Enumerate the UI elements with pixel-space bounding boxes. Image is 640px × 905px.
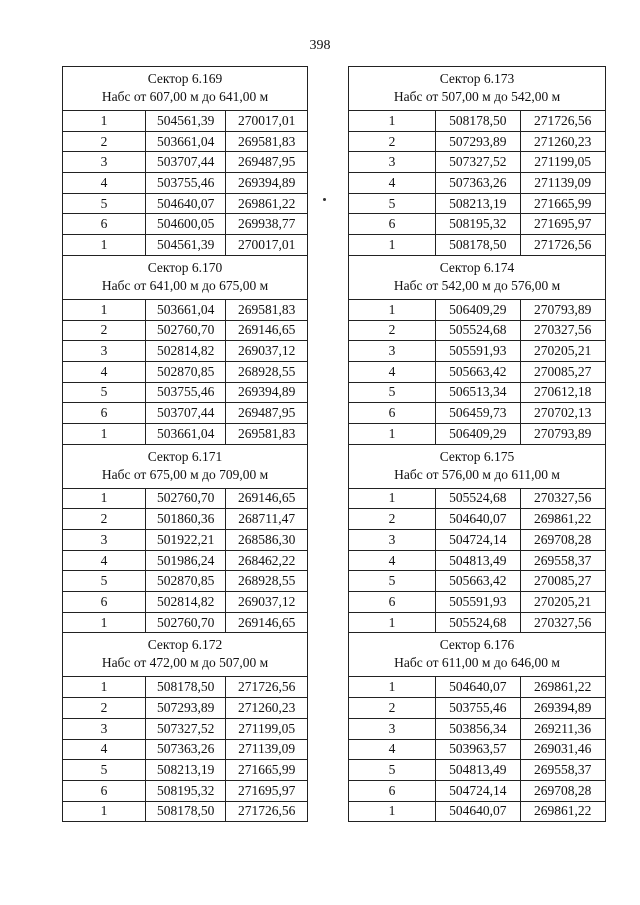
x-coordinate-cell: 503856,34 [436, 719, 520, 739]
y-coordinate-cell: 270085,27 [534, 573, 592, 589]
x-coordinate-cell: 504640,07 [146, 194, 227, 214]
y-coordinate-cell: 270793,89 [534, 425, 592, 441]
point-number-cell: 1 [349, 235, 436, 255]
point-number-cell: 6 [63, 781, 146, 801]
point-number-cell: 1 [349, 489, 436, 509]
table-row [349, 111, 605, 132]
x-coordinate-cell: 508195,32 [146, 781, 227, 801]
table-row [63, 489, 307, 510]
point-number-cell: 5 [63, 571, 146, 591]
point-number-cell: 6 [63, 592, 146, 612]
x-coordinate-cell: 505524,68 [436, 489, 520, 509]
x-coordinate-cell: 503755,46 [146, 173, 227, 193]
point-number-cell: 1 [63, 613, 146, 633]
y-coordinate-cell: 269558,37 [534, 552, 592, 568]
point-number-cell: 5 [349, 571, 436, 591]
point-number-cell: 2 [349, 509, 436, 529]
sector-range: Набс от 507,00 м до 542,00 м [393, 89, 561, 104]
x-coordinate-cell: 504561,39 [146, 111, 227, 131]
y-coordinate-cell: 268928,55 [238, 573, 296, 589]
table-row [63, 677, 307, 698]
table-row [63, 173, 307, 194]
table-row [63, 194, 307, 215]
point-number-cell: 6 [349, 781, 436, 801]
point-number-cell: 4 [349, 362, 436, 382]
sector-range: Набс от 576,00 м до 611,00 м [394, 466, 560, 482]
x-coordinate-cell: 503755,46 [436, 698, 520, 718]
table-row [63, 781, 307, 802]
point-number-cell: 2 [63, 321, 146, 341]
point-number-cell: 3 [349, 530, 436, 550]
y-coordinate-cell: 271260,23 [534, 133, 592, 149]
point-number-cell: 1 [349, 300, 436, 320]
table-row [349, 362, 605, 383]
sector-header [349, 67, 605, 111]
table-row [63, 719, 307, 740]
point-number-cell: 1 [349, 424, 436, 444]
table-row [349, 173, 605, 194]
x-coordinate-cell: 501860,36 [146, 509, 227, 529]
y-coordinate-cell: 270017,01 [238, 112, 296, 128]
x-coordinate-cell: 508178,50 [436, 235, 520, 255]
x-coordinate-cell: 507363,26 [146, 740, 227, 760]
table-row [63, 341, 307, 362]
point-number-cell: 4 [349, 551, 436, 571]
y-coordinate-cell: 268462,22 [238, 552, 296, 568]
x-coordinate-cell: 504724,14 [436, 781, 520, 801]
y-coordinate-cell: 271726,56 [534, 112, 592, 128]
point-number-cell: 1 [63, 677, 146, 697]
point-number-cell: 6 [349, 592, 436, 612]
point-number-cell: 1 [63, 235, 146, 255]
y-coordinate-cell: 269581,83 [238, 133, 296, 149]
y-coordinate-cell: 269861,22 [534, 803, 592, 819]
sector-header [63, 67, 307, 111]
table-row [63, 740, 307, 761]
y-coordinate-cell: 270085,27 [534, 363, 592, 379]
y-coordinate-cell: 269708,28 [534, 782, 592, 798]
table-row [63, 403, 307, 424]
y-coordinate-cell: 271726,56 [238, 803, 296, 819]
table-row [63, 321, 307, 342]
table-row [349, 321, 605, 342]
table-row [63, 509, 307, 530]
x-coordinate-cell: 505524,68 [436, 321, 520, 341]
sector-title: Сектор 6.176 [439, 637, 515, 653]
point-number-cell: 1 [349, 613, 436, 633]
right-sector-table [348, 66, 606, 822]
point-number-cell: 4 [63, 551, 146, 571]
point-number-cell: 4 [63, 173, 146, 193]
x-coordinate-cell: 508213,19 [436, 194, 520, 214]
table-row [349, 740, 605, 761]
y-coordinate-cell: 271695,97 [534, 216, 592, 232]
y-coordinate-cell: 269708,28 [534, 531, 592, 547]
table-row [63, 551, 307, 572]
table-row [349, 530, 605, 551]
x-coordinate-cell: 507327,52 [436, 152, 520, 172]
table-row [63, 613, 307, 634]
x-coordinate-cell: 505663,42 [436, 571, 520, 591]
x-coordinate-cell: 506409,29 [436, 300, 520, 320]
point-number-cell: 5 [349, 760, 436, 780]
sector-range: Набс от 675,00 м до 709,00 м [101, 466, 269, 482]
table-row [349, 300, 605, 321]
x-coordinate-cell: 508178,50 [436, 111, 520, 131]
y-coordinate-cell: 269146,65 [238, 490, 296, 506]
table-row [63, 235, 307, 256]
x-coordinate-cell: 507293,89 [146, 698, 227, 718]
point-number-cell: 4 [63, 362, 146, 382]
sector-title: Сектор 6.172 [147, 637, 223, 653]
x-coordinate-cell: 504640,07 [436, 509, 520, 529]
table-row [349, 592, 605, 613]
point-number-cell: 5 [63, 760, 146, 780]
point-number-cell: 5 [63, 383, 146, 403]
point-number-cell: 2 [63, 509, 146, 529]
table-row [63, 802, 307, 823]
y-coordinate-cell: 269487,95 [238, 154, 296, 170]
x-coordinate-cell: 506459,73 [436, 403, 520, 423]
table-row [63, 152, 307, 173]
x-coordinate-cell: 504813,49 [436, 760, 520, 780]
table-row [63, 214, 307, 235]
y-coordinate-cell: 271139,09 [238, 741, 296, 757]
sector-header [349, 633, 605, 677]
y-coordinate-cell: 269146,65 [238, 322, 296, 338]
table-row [63, 383, 307, 404]
y-coordinate-cell: 271260,23 [238, 699, 296, 715]
table-row [349, 214, 605, 235]
x-coordinate-cell: 505591,93 [436, 341, 520, 361]
sector-range: Набс от 542,00 м до 576,00 м [393, 277, 561, 293]
sector-range: Набс от 607,00 м до 641,00 м [101, 89, 269, 104]
x-coordinate-cell: 505663,42 [436, 362, 520, 382]
table-row [63, 424, 307, 445]
y-coordinate-cell: 271695,97 [238, 782, 296, 798]
point-number-cell: 6 [349, 214, 436, 234]
point-number-cell: 4 [349, 173, 436, 193]
x-coordinate-cell: 503661,04 [146, 132, 227, 152]
y-coordinate-cell: 270017,01 [238, 236, 296, 252]
x-coordinate-cell: 504640,07 [436, 677, 520, 697]
point-number-cell: 1 [63, 300, 146, 320]
x-coordinate-cell: 507293,89 [436, 132, 520, 152]
table-row [349, 698, 605, 719]
x-coordinate-cell: 505524,68 [436, 613, 520, 633]
point-number-cell: 3 [63, 530, 146, 550]
table-row [63, 592, 307, 613]
x-coordinate-cell: 506409,29 [436, 424, 520, 444]
x-coordinate-cell: 507363,26 [436, 173, 520, 193]
y-coordinate-cell: 268928,55 [238, 363, 296, 379]
point-number-cell: 6 [349, 403, 436, 423]
point-number-cell: 3 [349, 719, 436, 739]
table-row [349, 802, 605, 823]
page-number: 398 [309, 38, 331, 53]
sector-header [349, 445, 605, 489]
x-coordinate-cell: 503707,44 [146, 152, 227, 172]
x-coordinate-cell: 503755,46 [146, 383, 227, 403]
table-row [349, 403, 605, 424]
table-row [349, 132, 605, 153]
left-sector-table [62, 66, 308, 822]
table-row [63, 132, 307, 153]
sector-title: Сектор 6.175 [439, 448, 515, 464]
x-coordinate-cell: 502760,70 [146, 613, 227, 633]
x-coordinate-cell: 506513,34 [436, 383, 520, 403]
x-coordinate-cell: 503963,57 [436, 740, 520, 760]
sector-title: Сектор 6.169 [147, 71, 223, 86]
table-row [63, 300, 307, 321]
point-number-cell: 6 [63, 214, 146, 234]
y-coordinate-cell: 269861,22 [534, 511, 592, 527]
sector-title: Сектор 6.170 [147, 259, 223, 275]
y-coordinate-cell: 269394,89 [534, 699, 592, 715]
sector-title: Сектор 6.171 [147, 448, 223, 464]
point-number-cell: 3 [63, 152, 146, 172]
point-number-cell: 5 [349, 383, 436, 403]
table-row [63, 530, 307, 551]
x-coordinate-cell: 508195,32 [436, 214, 520, 234]
point-number-cell: 4 [349, 740, 436, 760]
x-coordinate-cell: 503661,04 [146, 300, 227, 320]
table-row [349, 677, 605, 698]
point-number-cell: 1 [349, 802, 436, 822]
point-number-cell: 1 [63, 489, 146, 509]
table-row [349, 489, 605, 510]
y-coordinate-cell: 269581,83 [238, 301, 296, 317]
table-row [349, 760, 605, 781]
y-coordinate-cell: 269861,22 [534, 679, 592, 695]
x-coordinate-cell: 502814,82 [146, 341, 227, 361]
table-row [349, 194, 605, 215]
point-number-cell: 4 [63, 740, 146, 760]
x-coordinate-cell: 502814,82 [146, 592, 227, 612]
y-coordinate-cell: 271139,09 [534, 174, 592, 190]
y-coordinate-cell: 268711,47 [238, 511, 296, 527]
sector-header [349, 256, 605, 300]
table-row [349, 719, 605, 740]
x-coordinate-cell: 502760,70 [146, 489, 227, 509]
point-number-cell: 2 [63, 132, 146, 152]
stray-dot [323, 198, 326, 201]
sector-range: Набс от 611,00 м до 646,00 м [394, 655, 560, 671]
x-coordinate-cell: 502870,85 [146, 571, 227, 591]
table-row [349, 383, 605, 404]
table-row [63, 111, 307, 132]
y-coordinate-cell: 271665,99 [238, 762, 296, 778]
x-coordinate-cell: 502760,70 [146, 321, 227, 341]
y-coordinate-cell: 270327,56 [534, 614, 592, 630]
y-coordinate-cell: 271199,05 [238, 720, 296, 736]
table-row [349, 571, 605, 592]
sector-title: Сектор 6.174 [439, 259, 515, 275]
point-number-cell: 1 [349, 677, 436, 697]
x-coordinate-cell: 508178,50 [146, 802, 227, 822]
y-coordinate-cell: 271726,56 [534, 236, 592, 252]
x-coordinate-cell: 502870,85 [146, 362, 227, 382]
y-coordinate-cell: 269394,89 [238, 174, 296, 190]
point-number-cell: 3 [63, 719, 146, 739]
y-coordinate-cell: 268586,30 [238, 531, 296, 547]
y-coordinate-cell: 270205,21 [534, 343, 592, 359]
point-number-cell: 3 [63, 341, 146, 361]
point-number-cell: 3 [349, 152, 436, 172]
y-coordinate-cell: 269938,77 [238, 216, 296, 232]
y-coordinate-cell: 270327,56 [534, 490, 592, 506]
table-row [349, 424, 605, 445]
sector-header [63, 256, 307, 300]
table-row [349, 152, 605, 173]
x-coordinate-cell: 508178,50 [146, 677, 227, 697]
table-row [349, 235, 605, 256]
y-coordinate-cell: 271665,99 [534, 195, 592, 211]
table-row [63, 760, 307, 781]
table-row [349, 509, 605, 530]
y-coordinate-cell: 270327,56 [534, 322, 592, 338]
x-coordinate-cell: 504600,05 [146, 214, 227, 234]
table-row [63, 362, 307, 383]
x-coordinate-cell: 504724,14 [436, 530, 520, 550]
sector-header [63, 633, 307, 677]
point-number-cell: 2 [349, 132, 436, 152]
y-coordinate-cell: 269394,89 [238, 384, 296, 400]
sector-range: Набс от 472,00 м до 507,00 м [101, 655, 269, 671]
table-row [349, 341, 605, 362]
x-coordinate-cell: 503707,44 [146, 403, 227, 423]
point-number-cell: 6 [63, 403, 146, 423]
point-number-cell: 3 [349, 341, 436, 361]
x-coordinate-cell: 508213,19 [146, 760, 227, 780]
y-coordinate-cell: 270702,13 [534, 405, 592, 421]
x-coordinate-cell: 507327,52 [146, 719, 227, 739]
sector-range: Набс от 641,00 м до 675,00 м [101, 277, 269, 293]
x-coordinate-cell: 504640,07 [436, 802, 520, 822]
x-coordinate-cell: 505591,93 [436, 592, 520, 612]
y-coordinate-cell: 270793,89 [534, 301, 592, 317]
y-coordinate-cell: 269037,12 [238, 593, 296, 609]
point-number-cell: 5 [63, 194, 146, 214]
y-coordinate-cell: 269146,65 [238, 614, 296, 630]
y-coordinate-cell: 269211,36 [534, 720, 592, 736]
x-coordinate-cell: 504561,39 [146, 235, 227, 255]
table-row [349, 781, 605, 802]
y-coordinate-cell: 269861,22 [238, 195, 296, 211]
y-coordinate-cell: 271199,05 [534, 154, 592, 170]
table-row [63, 571, 307, 592]
x-coordinate-cell: 501922,21 [146, 530, 227, 550]
point-number-cell: 1 [63, 111, 146, 131]
sector-header [63, 445, 307, 489]
point-number-cell: 2 [349, 698, 436, 718]
y-coordinate-cell: 269558,37 [534, 762, 592, 778]
point-number-cell: 1 [63, 802, 146, 822]
point-number-cell: 1 [349, 111, 436, 131]
y-coordinate-cell: 269581,83 [238, 425, 296, 441]
table-row [349, 613, 605, 634]
y-coordinate-cell: 269037,12 [238, 343, 296, 359]
y-coordinate-cell: 270205,21 [534, 593, 592, 609]
y-coordinate-cell: 270612,18 [534, 384, 592, 400]
point-number-cell: 2 [63, 698, 146, 718]
y-coordinate-cell: 271726,56 [238, 679, 296, 695]
y-coordinate-cell: 269487,95 [238, 405, 296, 421]
table-row [63, 698, 307, 719]
x-coordinate-cell: 504813,49 [436, 551, 520, 571]
x-coordinate-cell: 501986,24 [146, 551, 227, 571]
point-number-cell: 1 [63, 424, 146, 444]
sector-title: Сектор 6.173 [439, 71, 515, 86]
y-coordinate-cell: 269031,46 [534, 741, 592, 757]
x-coordinate-cell: 503661,04 [146, 424, 227, 444]
point-number-cell: 2 [349, 321, 436, 341]
point-number-cell: 5 [349, 194, 436, 214]
table-row [349, 551, 605, 572]
